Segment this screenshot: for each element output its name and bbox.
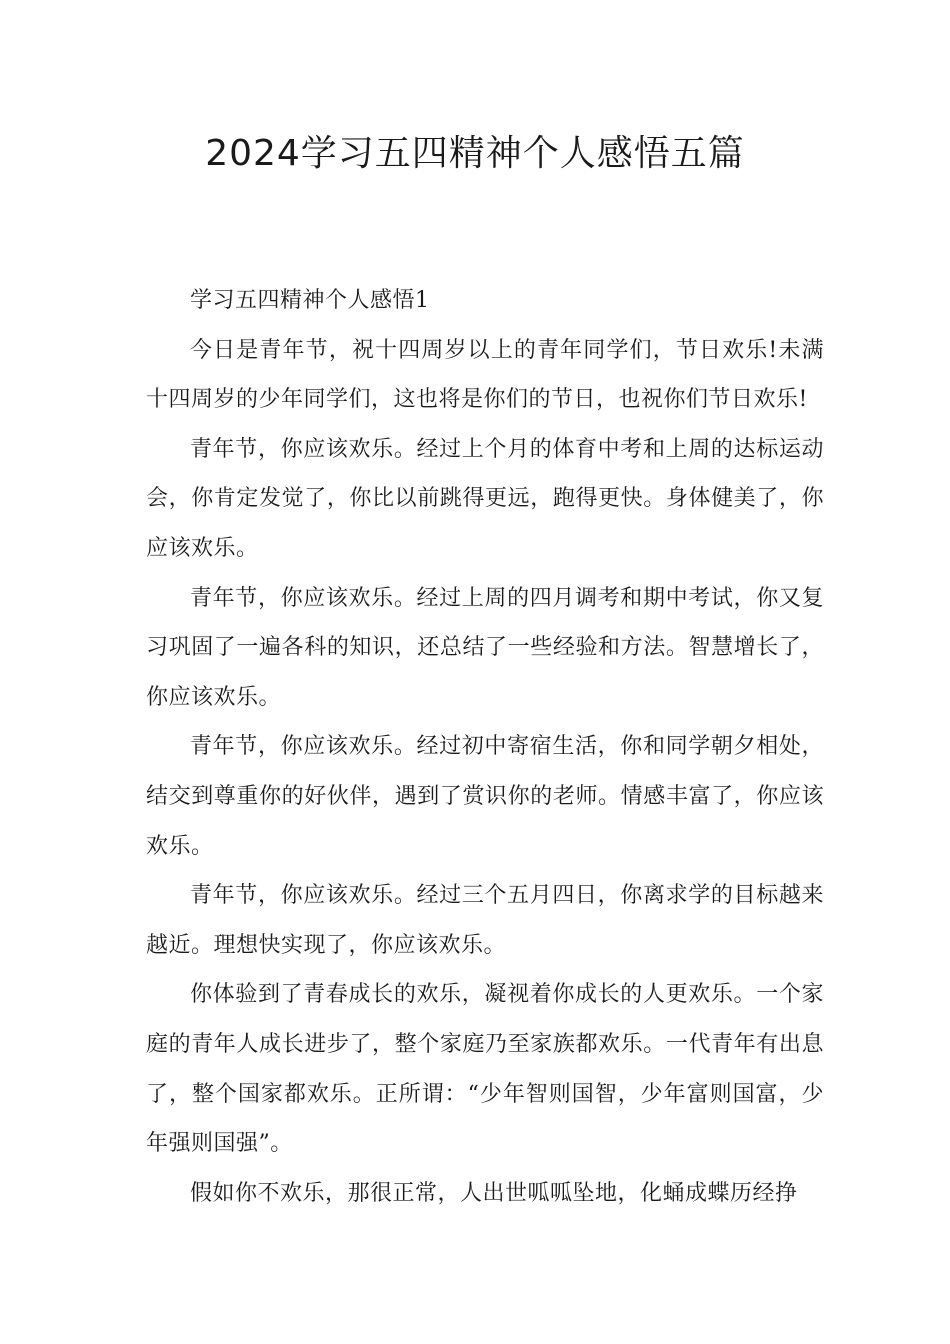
paragraph: 今日是青年节，祝十四周岁以上的青年同学们，节日欢乐!未满十四周岁的少年同学们，这也将是你们的节日，也祝你们节日欢乐!: [146, 337, 824, 413]
section-heading: 学习五四精神个人感悟1: [190, 288, 430, 313]
paragraph: 假如你不欢乐，那很正常，人出世呱呱坠地，化蛹成蝶历经挣: [190, 1180, 798, 1206]
paragraph: 青年节，你应该欢乐。经过初中寄宿生活，你和同学朝夕相处，结交到尊重你的好伙伴，遇到了赏识你的老师。情感丰富了，你应该欢乐。: [146, 734, 824, 859]
document-title: 2024学习五四精神个人感悟五篇: [205, 133, 745, 174]
paragraph: 青年节，你应该欢乐。经过上周的四月调考和期中考试，你又复习巩固了一遍各科的知识，还总结了一些经验和方法。智慧增长了，你应该欢乐。: [146, 585, 824, 710]
paragraph: 你体验到了青春成长的欢乐，凝视着你成长的人更欢乐。一个家庭的青年人成长进步了，整个家庭乃至家族都欢乐。一代青年有出息了，整个国家都欢乐。正所谓：“少年智则国智，少年富则国富，少年强则国强”。: [146, 982, 824, 1157]
paragraph: 青年节，你应该欢乐。经过三个五月四日，你离求学的目标越来越近。理想快实现了，你应该欢乐。: [146, 883, 824, 958]
document-body: [146, 276, 824, 1218]
paragraph: 青年节，你应该欢乐。经过上个月的体育中考和上周的达标运动会，你肯定发觉了，你比以前跳得更远，跑得更快。身体健美了，你应该欢乐。: [146, 436, 824, 561]
